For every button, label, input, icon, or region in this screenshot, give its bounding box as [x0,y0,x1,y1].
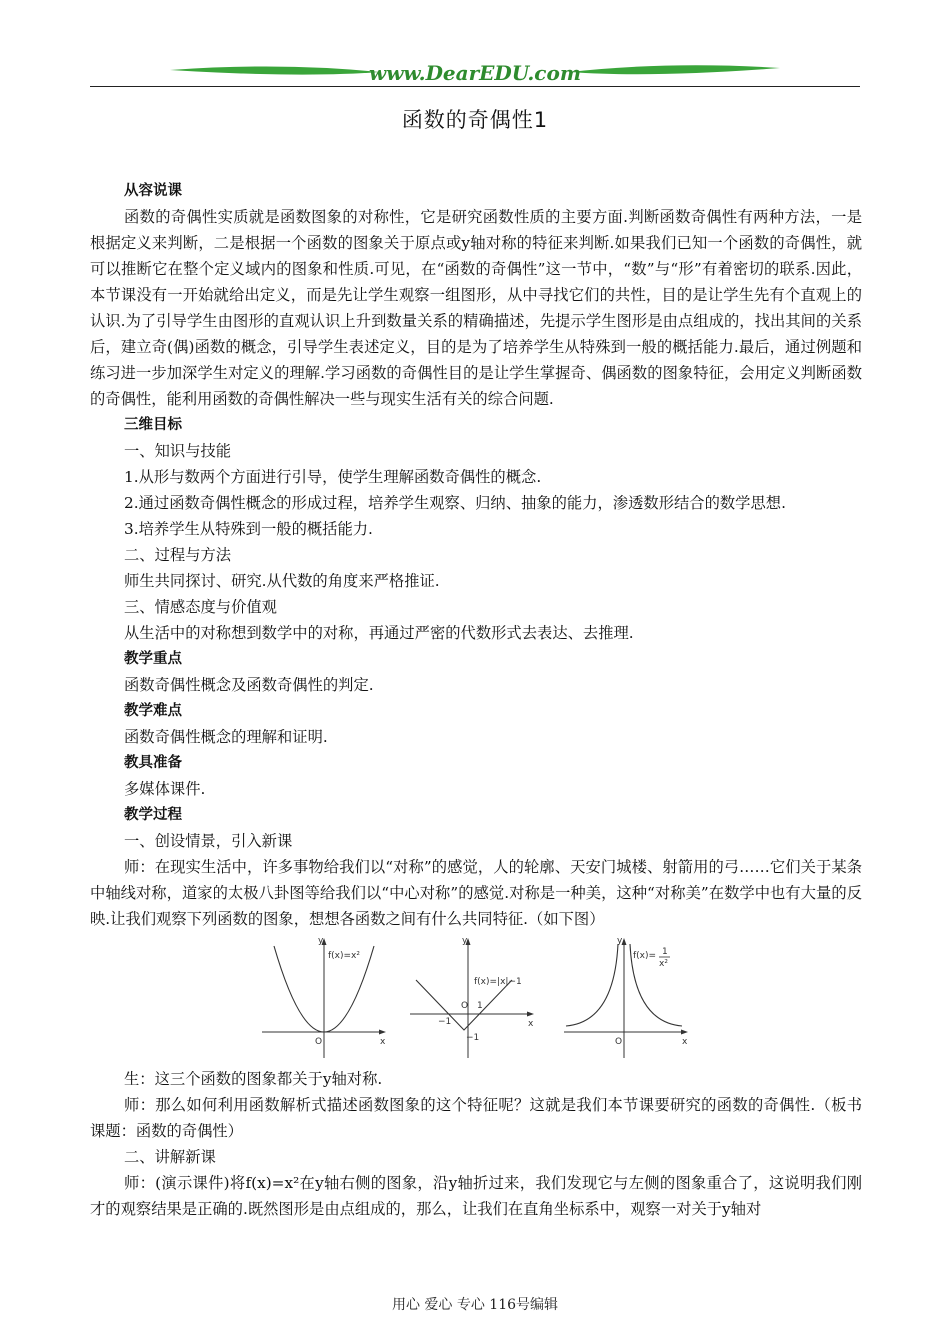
key-points-text: 函数奇偶性概念及函数奇偶性的判定. [124,676,374,694]
process-step-2: 二、讲解新课 [124,1148,216,1166]
svg-text:x²: x² [659,959,668,969]
goal-3-heading: 三、情感态度与价值观 [124,598,277,616]
svg-text:O: O [461,1001,469,1011]
intro-paragraph: 函数的奇偶性实质就是函数图象的对称性，它是研究函数性质的主要方面.判断函数奇偶性有两种方法，一是根据定义来判断，二是根据一个函数的图象关于原点或y轴对称的特征来判断.如果我们已知一个函数的奇偶性，就可以推断它在整个定义域内的图象和性质.可见，在“函数的奇偶性”这一节中，“数”与“形”有着密切的联系.因此，本节课没有一开始就给出定义，而是先让学生观察一组图形，从中寻找它们的共性，目的是让学生先有个直观上的认识.为了引导学生由图形的直观认识上升到数量关系的精确描述，先提示学生图形是由点组成的，找出其间的关系后，建立奇(偶)函数的概念，引导学生表述定义，目的是为了培养学生从特殊到一般的概括能力.最后，通过例题和练习进一步加深学生对定义的理解.学习函数的奇偶性目的是让学生掌握奇、偶函数的图象特征，会用定义判断函数的奇偶性，能利用函数的奇偶性解决一些与现实生活有关的综合问题. [90,208,862,408]
page-footer: 用心 爱心 专心 116号编辑 [391,1297,559,1313]
label-f2: f(x)=|x|−1 [474,977,522,987]
goal-1-item-3: 3.培养学生从特殊到一般的概括能力. [124,520,373,538]
graph-reciprocal-square [562,934,692,1062]
difficulties-text: 函数奇偶性概念的理解和证明. [124,728,328,746]
svg-text:1: 1 [662,947,668,957]
heading-difficulties: 教学难点 [124,703,182,719]
svg-text:O: O [615,1037,623,1047]
label-f3: f(x)= [633,951,657,961]
logo-swoosh-left [170,66,380,74]
logo-swoosh-right [570,65,780,74]
svg-text:x: x [682,1037,688,1047]
process-step-1: 一、创设情景，引入新课 [124,832,293,850]
goal-1-heading: 一、知识与技能 [124,442,232,460]
goal-3-item: 从生活中的对称想到数学中的对称，再通过严密的代数形式去表达、去推理. [124,624,634,642]
goal-1-item-1: 1.从形与数两个方面进行引导，使学生理解函数奇偶性的概念. [124,468,542,486]
label-f1: f(x)=x² [328,951,360,961]
page-title: 函数的奇偶性1 [401,108,549,132]
header-rule [90,86,860,87]
teacher-paragraph-1: 师：在现实生活中，许多事物给我们以“对称”的感觉，人的轮廓、天安门城楼、射箭用的弓……它们关于某条中轴线对称，道家的太极八卦图等给我们以“中心对称”的感觉.对称是一种美，这种“对称美”在数学中也有大量的反映.让我们观察下列函数的图象，想想各函数之间有什么共同特征.（如下图） [90,858,862,928]
svg-text:y: y [617,936,623,946]
heading-goals: 三维目标 [124,417,182,433]
svg-text:O: O [315,1037,323,1047]
svg-text:1: 1 [477,1001,483,1011]
function-graphs [90,934,862,1062]
curve-left [566,944,618,1026]
svg-text:x: x [528,1019,534,1029]
heading-shuoke: 从容说课 [124,183,182,199]
svg-text:y: y [462,936,468,946]
graph-x-squared [260,934,390,1062]
document-body [90,178,862,1222]
svg-text:−1: −1 [438,1017,452,1027]
site-logo-banner [170,58,780,88]
student-answer: 生：这三个函数的图象都关于y轴对称. [124,1070,383,1088]
goal-1-item-2: 2.通过函数奇偶性概念的形成过程，培养学生观察、归纳、抽象的能力，渗透数形结合的数学思想. [124,494,786,512]
graph-abs-minus-one [408,934,538,1062]
svg-text:y: y [318,936,324,946]
heading-tools: 教具准备 [124,755,182,771]
tools-text: 多媒体课件. [124,780,206,798]
heading-key-points: 教学重点 [124,651,182,667]
svg-text:−1: −1 [466,1033,480,1043]
heading-process: 教学过程 [124,807,182,823]
teacher-paragraph-2: 师：那么如何利用函数解析式描述函数图象的这个特征呢？这就是我们本节课要研究的函数的奇偶性.（板书课题：函数的奇偶性） [90,1096,862,1140]
goal-2-heading: 二、过程与方法 [124,546,232,564]
teacher-paragraph-3: 师：(演示课件)将f(x)=x²在y轴右侧的图象，沿y轴折过来，我们发现它与左侧的图象重合了，这说明我们刚才的观察结果是正确的.既然图形是由点组成的，那么，让我们在直角坐标系中，观察一对关于y轴对 [90,1174,862,1218]
site-name: www.DearEDU.com [368,61,582,85]
svg-text:x: x [380,1037,386,1047]
goal-2-item: 师生共同探讨、研究.从代数的角度来严格推证. [124,572,440,590]
